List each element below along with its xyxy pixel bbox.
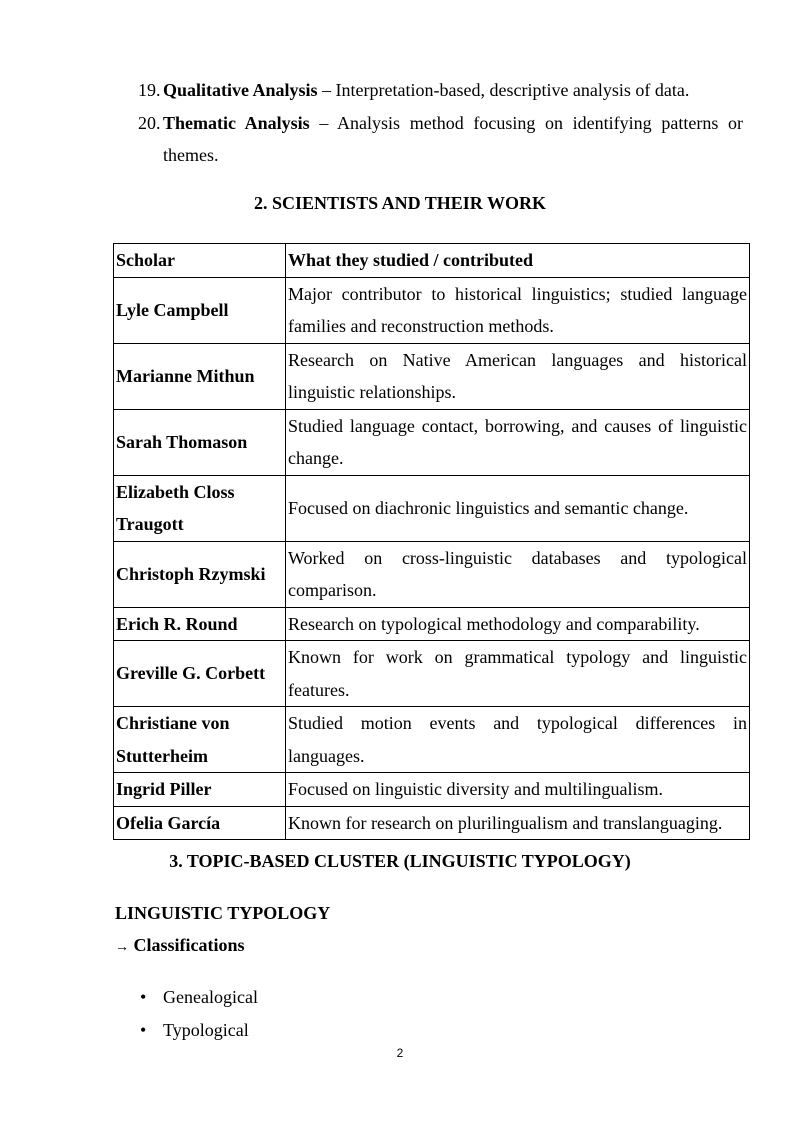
table-row: [114, 343, 750, 409]
scholar-work: Studied motion events and typological differences in languages.: [286, 707, 750, 773]
table-row: [114, 707, 750, 773]
scholar-name: Sarah Thomason: [114, 409, 286, 475]
list-item: [140, 1014, 258, 1047]
list-item-text: Typological: [163, 1019, 249, 1040]
bullet-icon: •: [140, 1019, 147, 1040]
section-2-heading: 2. SCIENTISTS AND THEIR WORK: [254, 193, 546, 213]
table-row: [114, 409, 750, 475]
term-separator: –: [309, 112, 338, 133]
scholar-work: Known for research on plurilingualism and translanguaging.: [286, 806, 750, 840]
scholar-work: Focused on linguistic diversity and multilingualism.: [286, 773, 750, 807]
term-separator: –: [317, 80, 336, 100]
table-row: [114, 641, 750, 707]
table-row: [114, 607, 750, 641]
table-row: [114, 806, 750, 840]
scholar-name: Ofelia García: [114, 806, 286, 840]
glossary-item: [138, 107, 743, 172]
scholar-work: Research on typological methodology and comparability.: [286, 607, 750, 641]
classifications-heading: [115, 935, 245, 956]
list-item: [140, 981, 258, 1014]
cluster-title: LINGUISTIC TYPOLOGY: [115, 903, 331, 923]
scholar-work: Worked on cross-linguistic databases and typological comparison.: [286, 541, 750, 607]
term: Qualitative Analysis: [163, 80, 318, 100]
scholar-name: Greville G. Corbett: [114, 641, 286, 707]
table-row: [114, 475, 750, 541]
scientists-table: [113, 243, 750, 840]
scholar-work: Studied language contact, borrowing, and causes of linguistic change.: [286, 409, 750, 475]
scholar-work: Major contributor to historical linguistics; studied language families and reconstruction methods.: [286, 277, 750, 343]
table-header-row: [114, 244, 750, 278]
item-text: [163, 74, 743, 107]
scholar-work: Research on Native American languages and historical linguistic relationships.: [286, 343, 750, 409]
scholar-name: Ingrid Piller: [114, 773, 286, 807]
scholar-name: Erich R. Round: [114, 607, 286, 641]
scholar-name: Christiane von Stutterheim: [114, 707, 286, 773]
glossary-item: [138, 74, 743, 107]
item-number: 20.: [138, 112, 161, 133]
column-header-contribution: What they studied / contributed: [286, 244, 750, 278]
term-definition: Interpretation-based, descriptive analysis of data.: [335, 80, 690, 100]
item-text: [163, 107, 743, 172]
table-row: [114, 773, 750, 807]
glossary-list: [138, 74, 743, 172]
arrow-right-icon: →: [115, 940, 129, 955]
column-header-scholar: Scholar: [114, 244, 286, 278]
classifications-label: Classifications: [133, 935, 245, 955]
page-number: 2: [396, 1046, 404, 1060]
section-3-heading: 3. TOPIC-BASED CLUSTER (LINGUISTIC TYPOLOGY): [169, 851, 631, 871]
scholar-work: Known for work on grammatical typology and linguistic features.: [286, 641, 750, 707]
item-number: 19.: [138, 80, 161, 100]
list-item-text: Genealogical: [163, 987, 258, 1007]
bullet-icon: •: [140, 987, 147, 1007]
table-row: [114, 277, 750, 343]
scholar-work: Focused on diachronic linguistics and semantic change.: [286, 475, 750, 541]
scholar-name: Lyle Campbell: [114, 277, 286, 343]
term-definition: Analysis method focusing on identifying patterns or themes.: [163, 112, 743, 165]
scholar-name: Marianne Mithun: [114, 343, 286, 409]
scholar-name: Christoph Rzymski: [114, 541, 286, 607]
scholar-name: Elizabeth Closs Traugott: [114, 475, 286, 541]
term: Thematic Analysis: [163, 112, 310, 133]
classification-list: [140, 981, 258, 1046]
table-row: [114, 541, 750, 607]
